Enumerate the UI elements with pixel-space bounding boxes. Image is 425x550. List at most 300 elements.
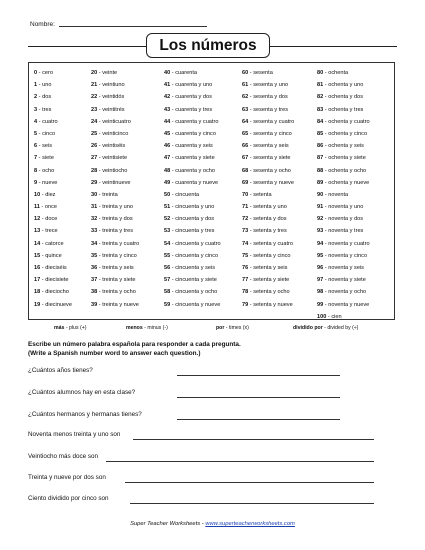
numeral: 66 bbox=[242, 143, 249, 150]
numeral: 31 bbox=[91, 204, 98, 211]
numeral: 10 bbox=[34, 191, 41, 198]
number-entry bbox=[91, 250, 139, 262]
numeral: 64 bbox=[242, 118, 249, 125]
dash-separator: - bbox=[170, 191, 176, 198]
spanish-word: treinta y seis bbox=[102, 265, 134, 271]
number-entry bbox=[164, 116, 221, 128]
dash-separator: - bbox=[170, 228, 176, 235]
spanish-word: cuarenta y dos bbox=[175, 94, 212, 101]
page-title: Los números bbox=[146, 33, 270, 58]
number-entry bbox=[164, 189, 221, 201]
spanish-word: cuarenta y cuatro bbox=[175, 118, 219, 125]
spanish-word: treinta y uno bbox=[102, 204, 134, 211]
number-entry bbox=[317, 262, 370, 274]
number-entry bbox=[91, 189, 139, 201]
dash-separator: - bbox=[97, 301, 103, 308]
number-entry bbox=[164, 299, 221, 311]
spanish-word: cuarenta y nueve bbox=[175, 179, 219, 186]
numeral: 53 bbox=[164, 228, 171, 235]
number-entry bbox=[317, 238, 370, 250]
number-entry bbox=[91, 213, 139, 225]
numeral: 90 bbox=[317, 191, 324, 198]
number-entry bbox=[164, 274, 221, 286]
number-entry bbox=[242, 177, 294, 189]
numeral: 39 bbox=[91, 301, 98, 308]
spanish-word: treinta y ocho bbox=[102, 289, 136, 296]
spanish-word: treinta y siete bbox=[102, 277, 136, 284]
spanish-word: cincuenta y siete bbox=[175, 277, 217, 284]
numeral: 19 bbox=[34, 301, 41, 308]
dash-separator: - bbox=[323, 70, 329, 76]
instructions-english: (Write a Spanish number word to answer each question.) bbox=[28, 349, 201, 357]
answer-line-2[interactable] bbox=[177, 397, 340, 398]
dash-separator: - bbox=[40, 228, 46, 235]
dash-separator: - bbox=[170, 82, 176, 89]
numeral: 34 bbox=[91, 240, 98, 247]
spanish-word: cincuenta y uno bbox=[175, 204, 215, 211]
spanish-word: sesenta y cinco bbox=[253, 130, 292, 137]
dash-separator: - bbox=[97, 228, 103, 235]
number-entry bbox=[34, 165, 72, 177]
dash-separator: - bbox=[323, 82, 329, 89]
dash-separator: - bbox=[97, 167, 103, 174]
spanish-word: cuarenta bbox=[175, 70, 197, 76]
spanish-word: ochenta bbox=[328, 70, 349, 76]
dash-separator: - bbox=[37, 82, 43, 89]
numeral: 95 bbox=[317, 252, 324, 259]
spanish-word: dos bbox=[42, 94, 52, 101]
answer-line-3[interactable] bbox=[177, 419, 340, 420]
dash-separator: - bbox=[40, 301, 46, 308]
dash-separator: - bbox=[37, 179, 43, 186]
dash-separator: - bbox=[170, 94, 176, 101]
spanish-word: setenta y nueve bbox=[253, 301, 293, 308]
numeral: 78 bbox=[242, 289, 249, 296]
number-entry bbox=[242, 140, 294, 152]
number-entry bbox=[91, 104, 139, 116]
dash-separator: - bbox=[97, 143, 103, 150]
numeral: 91 bbox=[317, 204, 324, 211]
number-entry bbox=[34, 140, 72, 152]
number-entry bbox=[242, 116, 294, 128]
numeral: 43 bbox=[164, 106, 171, 113]
number-entry bbox=[164, 67, 221, 79]
dash-separator: - bbox=[170, 130, 176, 137]
numeral: 0 bbox=[34, 70, 38, 76]
numeral: 38 bbox=[91, 289, 98, 296]
numeral: 70 bbox=[242, 191, 249, 198]
numeral: 89 bbox=[317, 179, 324, 186]
numeral: 81 bbox=[317, 82, 324, 89]
instructions bbox=[28, 341, 241, 358]
number-entry bbox=[242, 67, 294, 79]
dash-separator: - bbox=[97, 130, 103, 137]
dash-separator: - bbox=[40, 216, 46, 223]
number-entry bbox=[317, 213, 370, 225]
number-entry bbox=[242, 201, 294, 213]
spanish-word: cinco bbox=[42, 130, 56, 137]
dash-separator: - bbox=[170, 179, 176, 186]
spanish-word: setenta bbox=[253, 191, 272, 198]
dash-separator: - bbox=[97, 118, 103, 125]
dash-separator: - bbox=[323, 191, 329, 198]
spanish-word: veinte bbox=[102, 70, 118, 76]
spanish-word: cincuenta y dos bbox=[175, 216, 215, 223]
spanish-word: veintitrés bbox=[102, 106, 125, 113]
numeral: 36 bbox=[91, 265, 98, 271]
question-1: ¿Cuántos años tienes? bbox=[28, 367, 93, 374]
number-entry bbox=[317, 104, 370, 116]
dash-separator: - bbox=[170, 216, 176, 223]
dash-separator: - bbox=[97, 155, 103, 162]
number-entry bbox=[164, 104, 221, 116]
dash-separator: - bbox=[248, 106, 254, 113]
numeral: 4 bbox=[34, 118, 38, 125]
dash-separator: - bbox=[248, 277, 254, 284]
numeral: 83 bbox=[317, 106, 324, 113]
numeral: 5 bbox=[34, 130, 38, 137]
number-entry bbox=[34, 225, 72, 237]
numeral: 92 bbox=[317, 216, 324, 223]
numeral: 24 bbox=[91, 118, 98, 125]
numeral: 35 bbox=[91, 252, 98, 259]
spanish-word: cincuenta y seis bbox=[175, 265, 216, 271]
name-field[interactable] bbox=[30, 21, 207, 28]
numeral: 20 bbox=[91, 70, 98, 76]
spanish-word: veintinueve bbox=[102, 179, 131, 186]
numeral: 29 bbox=[91, 179, 98, 186]
dash-separator: - bbox=[248, 70, 254, 76]
spanish-word: dieciséis bbox=[45, 265, 67, 271]
footer bbox=[0, 521, 425, 527]
dash-separator: - bbox=[323, 130, 329, 137]
spanish-word: cuarenta y cinco bbox=[175, 130, 216, 137]
numeral: 23 bbox=[91, 106, 98, 113]
numeral: 73 bbox=[242, 228, 249, 235]
dash-separator: - bbox=[248, 94, 254, 101]
dash-separator: - bbox=[323, 106, 329, 113]
answer-line-6[interactable] bbox=[125, 482, 374, 483]
dash-separator: - bbox=[248, 216, 254, 223]
spanish-word: trece bbox=[45, 228, 58, 235]
dash-separator: - bbox=[323, 277, 329, 284]
dash-separator: - bbox=[97, 240, 103, 247]
spanish-word: diecinueve bbox=[45, 301, 72, 308]
spanish-word: ochenta y tres bbox=[328, 106, 364, 113]
spanish-word: sesenta y cuatro bbox=[253, 118, 295, 125]
dash-separator: - bbox=[323, 228, 329, 235]
dash-separator: - bbox=[170, 301, 176, 308]
spanish-word: treinta y cinco bbox=[102, 252, 137, 259]
number-entry bbox=[164, 152, 221, 164]
dash-separator: - bbox=[37, 118, 43, 125]
number-entry bbox=[91, 67, 139, 79]
question-3: ¿Cuántos hermanos y hermanas tienes? bbox=[28, 411, 142, 418]
numeral: 77 bbox=[242, 277, 249, 284]
spanish-word: sesenta bbox=[253, 70, 273, 76]
footer-separator: - bbox=[201, 521, 204, 527]
numeral: 52 bbox=[164, 216, 171, 223]
number-entry bbox=[317, 91, 370, 103]
number-entry bbox=[164, 91, 221, 103]
spanish-word: cincuenta y ocho bbox=[175, 289, 218, 296]
numeral: 6 bbox=[34, 143, 38, 150]
numeral: 16 bbox=[34, 265, 41, 271]
numeral: 33 bbox=[91, 228, 98, 235]
operation-minus: menos - minus (-) bbox=[126, 325, 168, 331]
number-entry bbox=[164, 128, 221, 140]
spanish-word: ochenta y ocho bbox=[328, 167, 367, 174]
dash-separator: - bbox=[97, 216, 103, 223]
numeral: 84 bbox=[317, 118, 324, 125]
spanish-word: sesenta y uno bbox=[253, 82, 289, 89]
spanish-word: cuarenta y ocho bbox=[175, 167, 216, 174]
spanish-word: treinta y dos bbox=[102, 216, 133, 223]
dash-separator: - bbox=[248, 301, 254, 308]
question-5: Veintiocho más doce son bbox=[28, 453, 99, 460]
question-6: Treinta y nueve por dos son bbox=[28, 474, 106, 481]
number-entry bbox=[34, 104, 72, 116]
number-entry bbox=[34, 213, 72, 225]
spanish-word: treinta y cuatro bbox=[102, 240, 140, 247]
spanish-word: uno bbox=[42, 82, 52, 89]
spanish-word: noventa y dos bbox=[328, 216, 364, 223]
numeral: 3 bbox=[34, 106, 38, 113]
number-entry bbox=[317, 79, 370, 91]
numeral: 54 bbox=[164, 240, 171, 247]
spanish-word: ochenta y nueve bbox=[328, 179, 370, 186]
number-reference-table bbox=[28, 62, 395, 331]
numeral: 22 bbox=[91, 94, 98, 101]
name-blank-line[interactable] bbox=[59, 26, 207, 27]
number-entry bbox=[34, 299, 72, 311]
footer-publisher: Super Teacher Worksheets bbox=[130, 521, 201, 527]
dash-separator: - bbox=[97, 204, 103, 211]
spanish-word: cuarenta y seis bbox=[175, 143, 213, 150]
spanish-word: treinta y nueve bbox=[102, 301, 139, 308]
number-entry bbox=[317, 140, 370, 152]
dash-separator: - bbox=[248, 289, 254, 296]
numeral: 26 bbox=[91, 143, 98, 150]
dash-separator: - bbox=[97, 289, 103, 296]
number-entry bbox=[34, 91, 72, 103]
dash-separator: - bbox=[323, 155, 329, 162]
question-4: Noventa menos treinta y uno son bbox=[28, 431, 121, 438]
spanish-word: sesenta y ocho bbox=[253, 167, 291, 174]
number-entry bbox=[34, 274, 72, 286]
dash-separator: - bbox=[97, 106, 103, 113]
spanish-word: setenta y cuatro bbox=[253, 240, 294, 247]
dash-separator: - bbox=[170, 106, 176, 113]
spanish-word: doce bbox=[45, 216, 58, 223]
spanish-word: veintiséis bbox=[102, 143, 126, 150]
number-entry bbox=[317, 177, 370, 189]
numeral: 74 bbox=[242, 240, 249, 247]
number-entry bbox=[34, 238, 72, 250]
dash-separator: - bbox=[170, 240, 176, 247]
numeral: 98 bbox=[317, 289, 324, 296]
number-entry bbox=[91, 116, 139, 128]
spanish-word: veinticuatro bbox=[102, 118, 131, 125]
numeral: 42 bbox=[164, 94, 171, 101]
dash-separator: - bbox=[170, 155, 176, 162]
dash-separator: - bbox=[97, 191, 103, 198]
dash-separator: - bbox=[248, 265, 254, 271]
numeral: 21 bbox=[91, 82, 98, 89]
dash-separator: - bbox=[37, 70, 43, 76]
spanish-word: sesenta y nueve bbox=[253, 179, 294, 186]
number-entry bbox=[91, 286, 139, 298]
dash-separator: - bbox=[40, 240, 46, 247]
numeral: 86 bbox=[317, 143, 324, 150]
operation-divided: dividido por - divided by (÷) bbox=[293, 325, 359, 331]
dash-separator: - bbox=[248, 155, 254, 162]
number-entry bbox=[164, 165, 221, 177]
spanish-word: treinta y tres bbox=[102, 228, 133, 235]
numeral: 27 bbox=[91, 155, 98, 162]
number-entry bbox=[34, 250, 72, 262]
number-entry bbox=[164, 177, 221, 189]
numeral: 44 bbox=[164, 118, 171, 125]
spanish-word: cero bbox=[42, 70, 53, 76]
numeral: 93 bbox=[317, 228, 324, 235]
answer-line-7[interactable] bbox=[130, 503, 374, 504]
number-entry bbox=[242, 262, 294, 274]
spanish-word: cincuenta y cinco bbox=[175, 252, 219, 259]
numeral: 1 bbox=[34, 82, 38, 89]
footer-url-link[interactable]: www.superteacherworksheets.com bbox=[205, 521, 295, 527]
numeral: 8 bbox=[34, 167, 38, 174]
dash-separator: - bbox=[39, 204, 45, 211]
number-entry bbox=[34, 201, 72, 213]
number-entry bbox=[91, 91, 139, 103]
numeral: 49 bbox=[164, 179, 171, 186]
number-entry bbox=[317, 274, 370, 286]
numeral: 60 bbox=[242, 70, 249, 76]
dash-separator: - bbox=[97, 179, 103, 186]
spanish-word: setenta y dos bbox=[253, 216, 287, 223]
number-entry bbox=[34, 189, 72, 201]
numeral: 46 bbox=[164, 143, 171, 150]
numeral: 13 bbox=[34, 228, 41, 235]
number-entry bbox=[242, 286, 294, 298]
dash-separator: - bbox=[170, 118, 176, 125]
spanish-word: cincuenta y cuatro bbox=[175, 240, 221, 247]
dash-separator: - bbox=[248, 191, 254, 198]
dash-separator: - bbox=[170, 204, 176, 211]
spanish-word: veintidós bbox=[102, 94, 125, 101]
number-entry bbox=[242, 274, 294, 286]
spanish-word: ochenta y cinco bbox=[328, 130, 368, 137]
number-entry bbox=[34, 152, 72, 164]
dash-separator: - bbox=[248, 82, 254, 89]
dash-separator: - bbox=[248, 204, 254, 211]
numeral: 55 bbox=[164, 252, 171, 259]
dash-separator: - bbox=[37, 106, 43, 113]
spanish-word: noventa y tres bbox=[328, 228, 364, 235]
spanish-word: cien bbox=[331, 313, 342, 320]
numeral: 51 bbox=[164, 204, 171, 211]
number-entry bbox=[317, 128, 370, 140]
number-entry bbox=[91, 274, 139, 286]
spanish-word: noventa y seis bbox=[328, 265, 364, 271]
numeral: 79 bbox=[242, 301, 249, 308]
spanish-word: quince bbox=[45, 252, 62, 259]
number-entry bbox=[242, 213, 294, 225]
operation-times: por - times (x) bbox=[216, 325, 249, 331]
number-entry bbox=[317, 165, 370, 177]
answer-line-4[interactable] bbox=[133, 439, 374, 440]
numeral: 85 bbox=[317, 130, 324, 137]
spanish-word: sesenta y seis bbox=[253, 143, 289, 150]
dash-separator: - bbox=[97, 94, 103, 101]
number-entry bbox=[317, 189, 370, 201]
spanish-word: catorce bbox=[45, 240, 64, 247]
spanish-word: ochenta y uno bbox=[328, 82, 364, 89]
answer-line-1[interactable] bbox=[177, 375, 340, 376]
number-entry bbox=[242, 189, 294, 201]
dash-separator: - bbox=[37, 143, 43, 150]
dash-separator: - bbox=[170, 143, 176, 150]
dash-separator: - bbox=[323, 94, 329, 101]
spanish-word: ochenta y cuatro bbox=[328, 118, 370, 125]
dash-separator: - bbox=[323, 167, 329, 174]
dash-separator: - bbox=[40, 191, 46, 198]
numeral: 37 bbox=[91, 277, 98, 284]
numeral: 7 bbox=[34, 155, 38, 162]
number-entry bbox=[317, 201, 370, 213]
spanish-word: treinta bbox=[102, 191, 118, 198]
spanish-word: nueve bbox=[42, 179, 58, 186]
dash-separator: - bbox=[323, 179, 329, 186]
number-entry bbox=[317, 152, 370, 164]
spanish-word: noventa bbox=[328, 191, 349, 198]
question-2: ¿Cuántos alumnos hay en esta clase? bbox=[28, 389, 136, 396]
numeral: 100 bbox=[317, 313, 327, 320]
dash-separator: - bbox=[248, 228, 254, 235]
name-label: Nombre: bbox=[30, 21, 55, 28]
spanish-word: sesenta y dos bbox=[253, 94, 288, 101]
spanish-word: setenta y ocho bbox=[253, 289, 290, 296]
numeral: 45 bbox=[164, 130, 171, 137]
numeral: 15 bbox=[34, 252, 41, 259]
answer-line-5[interactable] bbox=[106, 461, 374, 462]
dash-separator: - bbox=[323, 289, 329, 296]
spanish-word: setenta y uno bbox=[253, 204, 287, 211]
numeral: 12 bbox=[34, 216, 41, 223]
number-entry bbox=[91, 201, 139, 213]
number-entry bbox=[164, 140, 221, 152]
numeral: 88 bbox=[317, 167, 324, 174]
number-entry bbox=[91, 262, 139, 274]
number-entry bbox=[164, 238, 221, 250]
spanish-word: diecisiete bbox=[45, 277, 69, 284]
spanish-word: cincuenta bbox=[175, 191, 200, 198]
numeral: 28 bbox=[91, 167, 98, 174]
numeral: 30 bbox=[91, 191, 98, 198]
spanish-word: siete bbox=[42, 155, 54, 162]
dash-separator: - bbox=[323, 118, 329, 125]
number-entry bbox=[34, 262, 72, 274]
numeral: 63 bbox=[242, 106, 249, 113]
numeral: 57 bbox=[164, 277, 171, 284]
number-entry bbox=[242, 128, 294, 140]
spanish-word: tres bbox=[42, 106, 52, 113]
numeral: 32 bbox=[91, 216, 98, 223]
numeral: 17 bbox=[34, 277, 41, 284]
dash-separator: - bbox=[248, 130, 254, 137]
numeral: 67 bbox=[242, 155, 249, 162]
